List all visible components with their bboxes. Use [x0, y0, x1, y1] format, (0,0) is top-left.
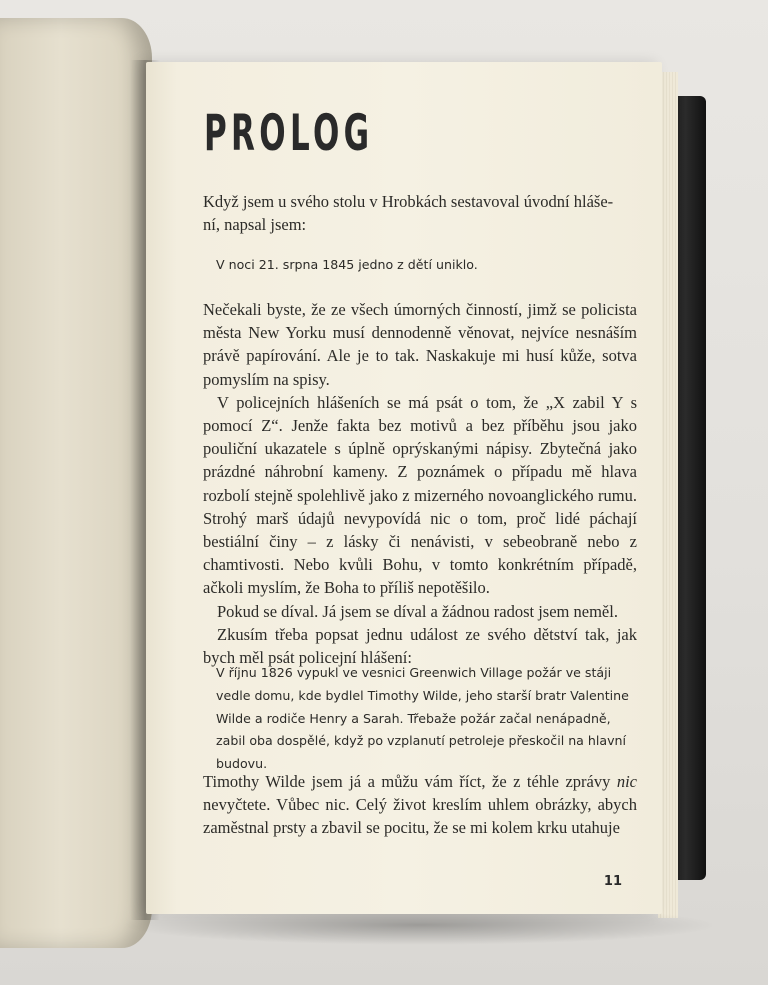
page-number: 11 — [603, 874, 622, 889]
intro-paragraph — [203, 190, 637, 236]
chapter-heading: PROLOG — [204, 104, 374, 162]
paragraph-1: Nečekali byste, že ze všech úmorných činností, jimž se policista města New Yorku musí dennodenně věnovat, nejvíce nesnáším právě papírování. Ale je to tak. Naskakuje mi husí kůže, sotva pomyslím na spisy. — [203, 300, 637, 389]
paragraph-5-start: Timothy Wilde jsem já a můžu vám říct, že z téhle zprávy — [203, 772, 617, 791]
main-text — [203, 298, 637, 669]
paragraph-3: Pokud se díval. Já jsem se díval a žádnou radost jsem neměl. — [217, 601, 618, 621]
paragraph-4: Zkusím třeba popsat jednu událost ze svého dětství tak, jak bych měl psát policejní hlášení: — [203, 624, 637, 668]
paragraph-2: V policejních hlášeních se má psát o tom, že „X zabil Y s pomocí Z“. Jenže fakta bez motivů a bez příběhu jsou jako pouliční ukazatele s úplně oprýskanými nápisy. Zbytečná jako prázdné náhrobní kameny. Z poznámek o případu mě hlava rozbolí stejně spolehlivě jako z mizerného novoanglického rumu. Strohý marš údajů nevypovídá nic o tom, proč lidé páchají bestiální činy – z lásky či nenávisti, v sebeobraně nebo z chamtivosti. Nebo kvůli Bohu, v tomto konkrétním případě, ačkoli myslím, že Boha to příliš nepotěšilo. — [203, 392, 637, 598]
paragraph-5 — [203, 770, 637, 840]
book-page — [146, 62, 662, 914]
report-quote-2 — [216, 662, 636, 776]
intro-line-1: Když jsem u svého stolu v Hrobkách sestavoval úvodní hláše- — [203, 192, 614, 211]
closing-text — [203, 770, 637, 840]
report-quote-1 — [216, 254, 636, 277]
paragraph-5-end: nevyčtete. Vůbec nic. Celý život kreslím uhlem obrázky, abych zaměstnal prsty a zbavil se pocitu, že se mi kolem krku utahuje — [203, 795, 637, 838]
paragraph-5-emphasis: nic — [616, 772, 637, 791]
intro-line-2: ní, napsal jsem: — [203, 215, 307, 235]
report-quote-1-text: V noci 21. srpna 1845 jedno z dětí uniklo. — [216, 257, 478, 272]
report-quote-2-text: V říjnu 1826 vypukl ve vesnici Greenwich Village požár ve stáji vedle domu, kde bydlel Timothy Wilde, jeho starší bratr Valentine Wilde a rodiče Henry a Sarah. Třebaže požár začal nenápadně, zabil oba dospělé, když po vzplanutí petroleje přeskočil na hlavní budovu. — [216, 665, 629, 772]
